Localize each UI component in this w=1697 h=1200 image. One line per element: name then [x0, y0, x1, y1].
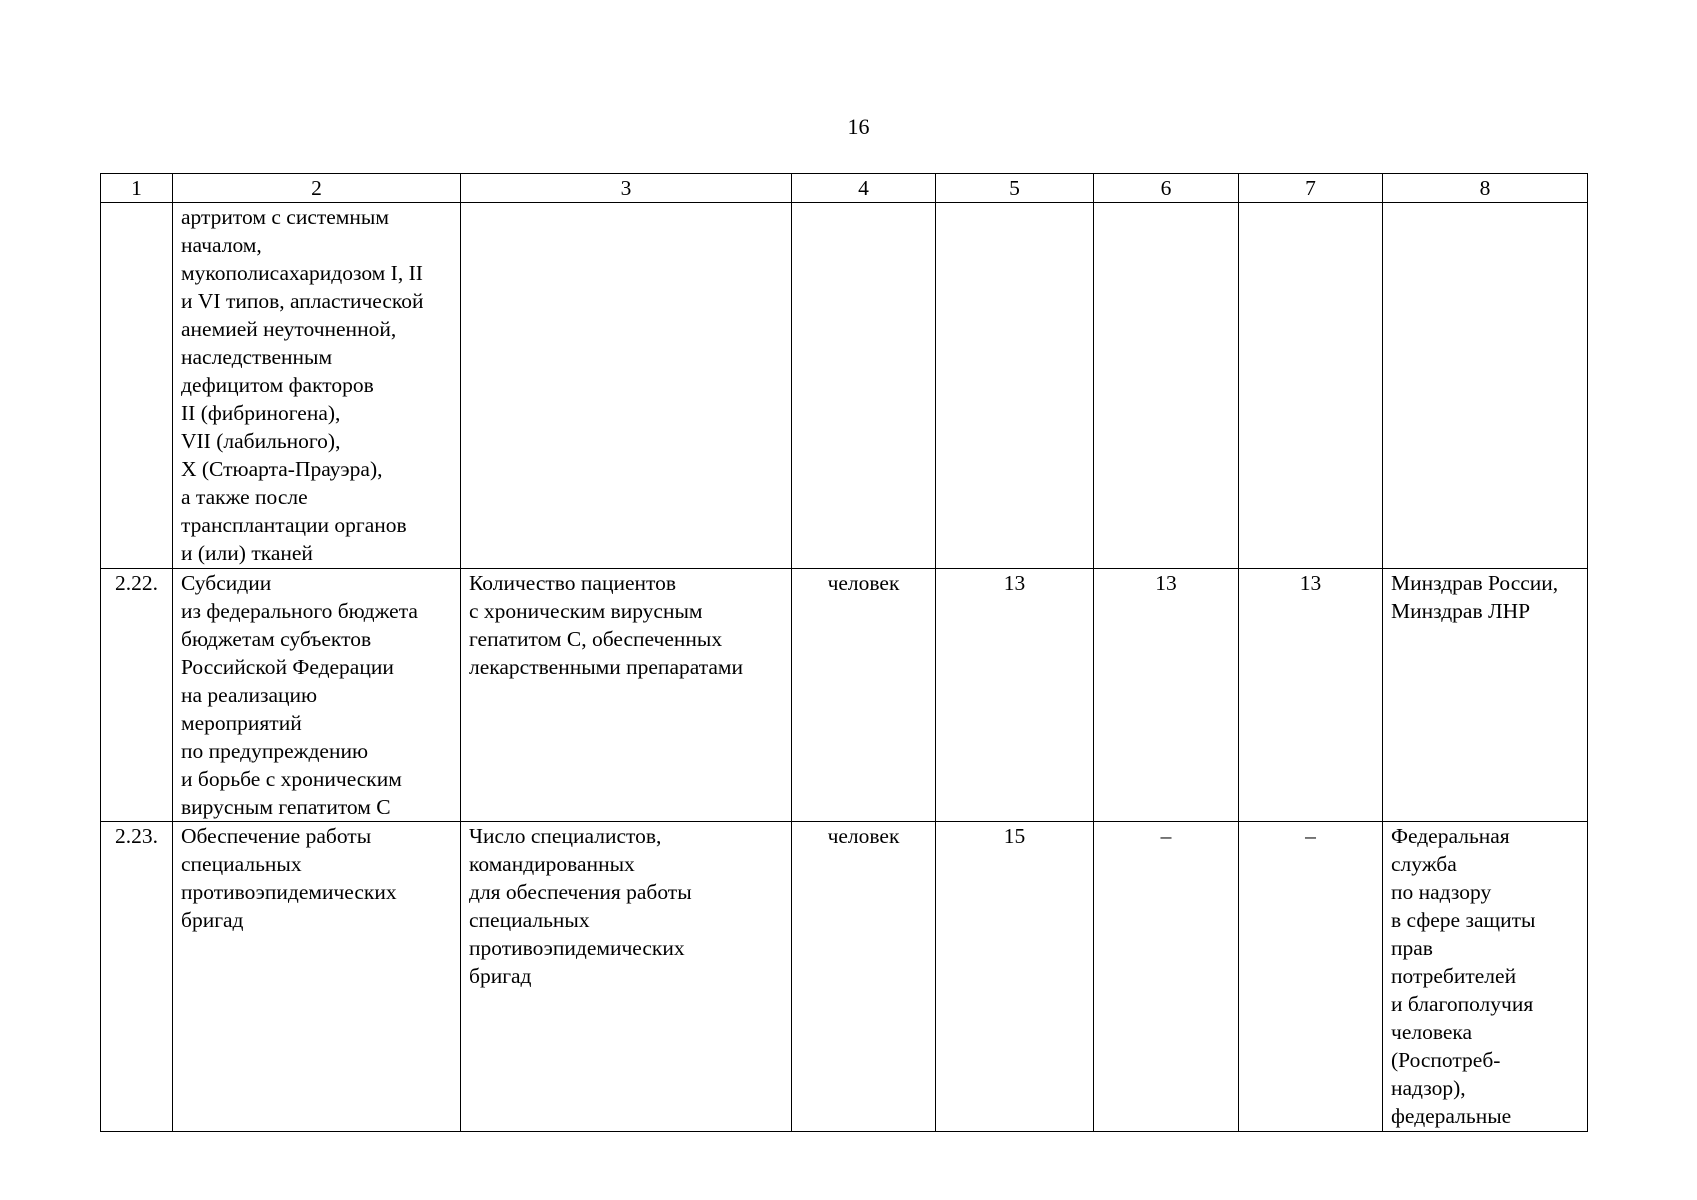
measure-cell: Обеспечение работы специальных противоэпидемических бригад	[173, 822, 461, 1132]
unit-cell: человек	[792, 822, 936, 1132]
value-col-5: 13	[936, 569, 1094, 822]
indicator-cell: Число специалистов, командированных для обеспечения работы специальных противоэпидемических бригад	[461, 822, 792, 1132]
value-col-6	[1094, 203, 1239, 569]
data-table	[100, 173, 1588, 1132]
header-col-1: 1	[101, 174, 173, 203]
value-col-7: –	[1239, 822, 1383, 1132]
header-col-6: 6	[1094, 174, 1239, 203]
responsible-cell: Минздрав России, Минздрав ЛНР	[1383, 569, 1588, 822]
header-col-8: 8	[1383, 174, 1588, 203]
row-number: 2.23.	[101, 822, 173, 1132]
table-row	[101, 822, 1588, 1132]
unit-cell: человек	[792, 569, 936, 822]
value-col-7: 13	[1239, 569, 1383, 822]
page-number: 16	[847, 114, 870, 139]
row-number	[101, 203, 173, 569]
table-row	[101, 203, 1588, 569]
header-col-4: 4	[792, 174, 936, 203]
header-col-3: 3	[461, 174, 792, 203]
header-row	[101, 174, 1588, 203]
unit-cell	[792, 203, 936, 569]
row-number: 2.22.	[101, 569, 173, 822]
table-row	[101, 569, 1588, 822]
value-col-5: 15	[936, 822, 1094, 1132]
header-col-7: 7	[1239, 174, 1383, 203]
responsible-cell	[1383, 203, 1588, 569]
value-col-7	[1239, 203, 1383, 569]
header-col-5: 5	[936, 174, 1094, 203]
value-col-6: 13	[1094, 569, 1239, 822]
measure-cell: артритом с системным началом, мукополисахаридозом I, II и VI типов, апластической анемией неуточненной, наследственным дефицитом факторов II (фибриногена), VII (лабильного), X (Стюарта-Прауэра), а также после трансплантации органов и (или) тканей	[173, 203, 461, 569]
indicator-cell	[461, 203, 792, 569]
value-col-6: –	[1094, 822, 1239, 1132]
responsible-cell: Федеральная служба по надзору в сфере защиты прав потребителей и благополучия человека (Роспотреб- надзор), федеральные	[1383, 822, 1588, 1132]
measure-cell: Субсидии из федерального бюджета бюджетам субъектов Российской Федерации на реализацию мероприятий по предупреждению и борьбе с хроническим вирусным гепатитом С	[173, 569, 461, 822]
header-col-2: 2	[173, 174, 461, 203]
indicator-cell: Количество пациентов с хроническим вирусным гепатитом С, обеспеченных лекарственными препаратами	[461, 569, 792, 822]
value-col-5	[936, 203, 1094, 569]
